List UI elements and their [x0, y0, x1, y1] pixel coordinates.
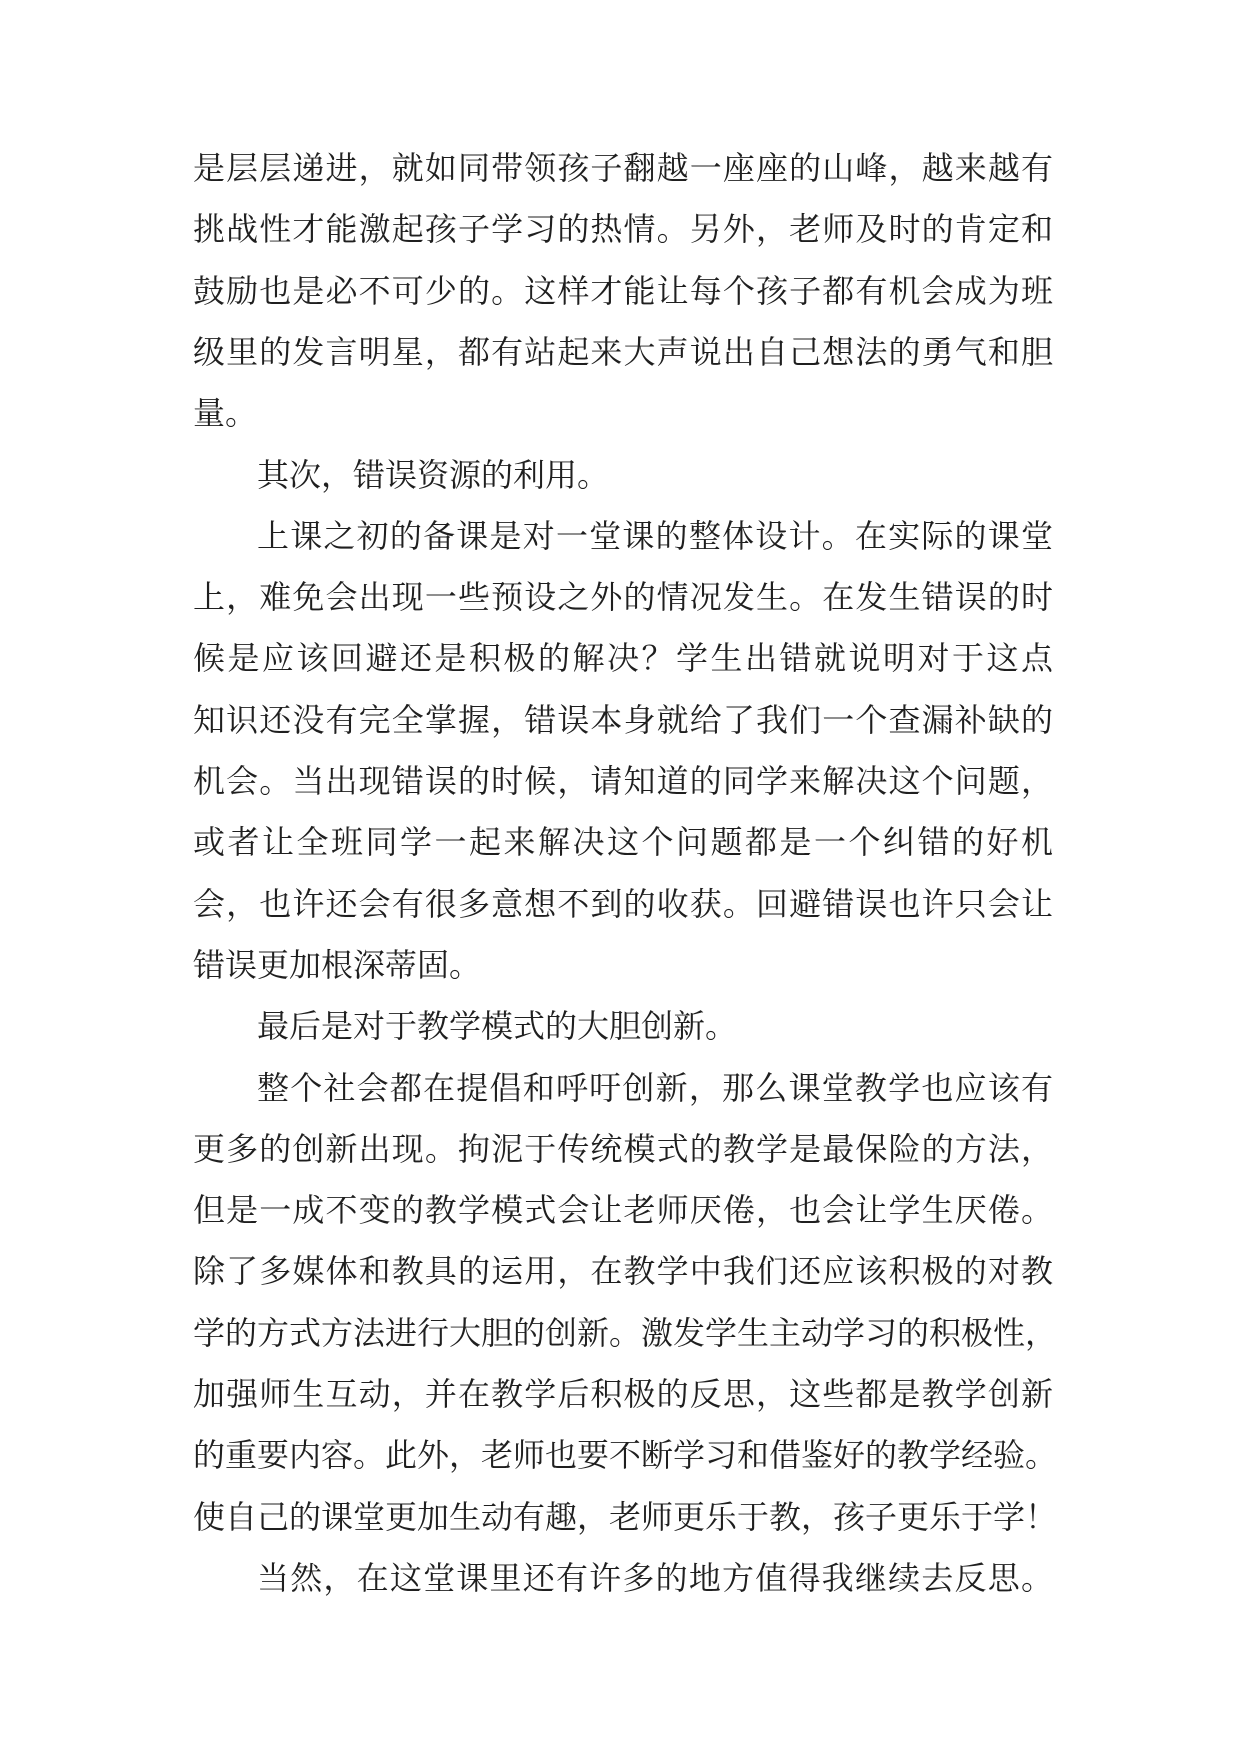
text-line: 但是一成不变的教学模式会让老师厌倦，也会让学生厌倦。 — [193, 1191, 1053, 1229]
text-line: 除了多媒体和教具的运用，在教学中我们还应该积极的对教 — [193, 1252, 1053, 1290]
text-line: 加强师生互动，并在教学后积极的反思，这些都是教学创新 — [193, 1375, 1053, 1413]
text-line: 候是应该回避还是积极的解决？学生出错就说明对于这点 — [193, 639, 1053, 677]
text-line: 使自己的课堂更加生动有趣，老师更乐于教，孩子更乐于学！ — [193, 1498, 1058, 1536]
text-line: 更多的创新出现。拘泥于传统模式的教学是最保险的方法， — [193, 1130, 1053, 1168]
text-line: 其次，错误资源的利用。 — [257, 456, 610, 494]
text-line: 错误更加根深蒂固。 — [193, 946, 482, 984]
text-line: 整个社会都在提倡和呼吁创新，那么课堂教学也应该有 — [257, 1069, 1053, 1107]
text-line: 会，也许还会有很多意想不到的收获。回避错误也许只会让 — [193, 885, 1053, 923]
text-line: 上，难免会出现一些预设之外的情况发生。在发生错误的时 — [193, 578, 1053, 616]
text-line: 量。 — [193, 394, 258, 432]
text-line: 知识还没有完全掌握，错误本身就给了我们一个查漏补缺的 — [193, 701, 1053, 739]
text-line: 或者让全班同学一起来解决这个问题都是一个纠错的好机 — [193, 823, 1053, 861]
text-line: 鼓励也是必不可少的。这样才能让每个孩子都有机会成为班 — [193, 272, 1053, 310]
text-line: 当然，在这堂课里还有许多的地方值得我继续去反思。 — [257, 1559, 1053, 1597]
text-line: 学的方式方法进行大胆的创新。激发学生主动学习的积极性， — [193, 1314, 1058, 1352]
text-line: 最后是对于教学模式的大胆创新。 — [257, 1007, 738, 1045]
text-line: 的重要内容。此外，老师也要不断学习和借鉴好的教学经验。 — [193, 1436, 1058, 1474]
text-line: 上课之初的备课是对一堂课的整体设计。在实际的课堂 — [257, 517, 1053, 555]
text-line: 是层层递进，就如同带领孩子翻越一座座的山峰，越来越有 — [193, 149, 1053, 187]
text-line: 挑战性才能激起孩子学习的热情。另外，老师及时的肯定和 — [193, 210, 1053, 248]
text-line: 机会。当出现错误的时候，请知道的同学来解决这个问题， — [193, 762, 1053, 800]
text-line: 级里的发言明星，都有站起来大声说出自己想法的勇气和胆 — [193, 333, 1053, 371]
